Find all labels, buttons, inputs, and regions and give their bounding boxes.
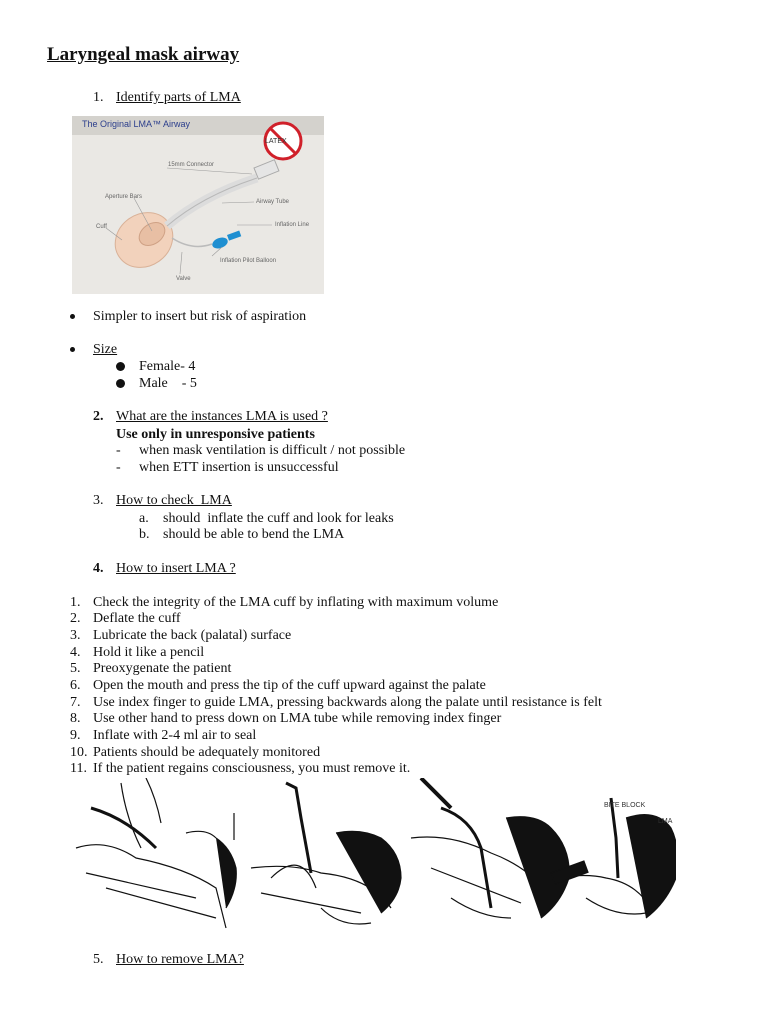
- section-5-heading: How to remove LMA?: [116, 952, 244, 967]
- section-2-number: 2.: [93, 409, 104, 424]
- step-number: 9.: [70, 728, 81, 743]
- step-number: 1.: [70, 595, 81, 610]
- dash-item-mask-ventilation: when mask ventilation is difficult / not possible: [139, 443, 406, 458]
- size-female: Female- 4: [139, 359, 196, 374]
- figure-banner-text: The Original LMA™ Airway: [82, 119, 191, 129]
- step-text: Inflate with 2-4 ml air to seal: [93, 728, 257, 743]
- section-1-heading: Identify parts of LMA: [116, 90, 241, 105]
- section-2-heading: What are the instances LMA is used ?: [116, 409, 328, 424]
- step-number: 3.: [70, 628, 81, 643]
- section-5-number: 5.: [93, 952, 104, 967]
- check-item-marker: a.: [139, 511, 149, 526]
- sub-bullet-icon: [116, 362, 125, 371]
- label-cuff: Cuff: [96, 224, 107, 230]
- check-item-text: should inflate the cuff and look for leaks: [163, 511, 394, 526]
- insertion-illustration: [66, 778, 676, 938]
- label-airway-tube: Airway Tube: [256, 199, 290, 205]
- label-connector: 15mm Connector: [168, 162, 215, 168]
- step-text: Use other hand to press down on LMA tube while removing index finger: [93, 711, 502, 726]
- panel-1: [76, 778, 236, 928]
- section-2-bold-line: Use only in unresponsive patients: [116, 427, 315, 442]
- panel-3: [411, 778, 569, 918]
- step-text: Patients should be adequately monitored: [93, 745, 321, 760]
- step-text: Use index finger to guide LMA, pressing backwards along the palate until resistance is felt: [93, 695, 602, 710]
- label-inflation-line: Inflation Line: [275, 222, 310, 228]
- step-text: If the patient regains consciousness, you must remove it.: [93, 761, 411, 776]
- lma-parts-figure: [72, 116, 324, 294]
- bullet-aspiration: Simpler to insert but risk of aspiration: [93, 309, 307, 324]
- panel-4: [551, 798, 676, 918]
- step-text: Deflate the cuff: [93, 611, 181, 626]
- step-number: 6.: [70, 678, 81, 693]
- label-pilot-balloon: Inflation Pilot Balloon: [220, 258, 277, 264]
- step-number: 10.: [70, 745, 88, 760]
- page-title: Laryngeal mask airway: [47, 44, 240, 65]
- bullet-size: Size: [93, 342, 118, 357]
- section-4-heading: How to insert LMA ?: [116, 561, 236, 576]
- step-text: Open the mouth and press the tip of the cuff upward against the palate: [93, 678, 486, 693]
- section-1-number: 1.: [93, 90, 104, 105]
- step-text: Lubricate the back (palatal) surface: [93, 628, 292, 643]
- check-item-text: should be able to bend the LMA: [163, 527, 345, 542]
- step-text: Preoxygenate the patient: [93, 661, 232, 676]
- insertion-sequence-figure: [66, 778, 676, 938]
- section-3-number: 3.: [93, 493, 104, 508]
- panel-2: [251, 783, 401, 924]
- step-number: 7.: [70, 695, 81, 710]
- label-lma: LMA: [658, 818, 673, 825]
- label-bite-block: BITE BLOCK: [604, 802, 646, 809]
- step-text: Hold it like a pencil: [93, 645, 205, 660]
- dash-marker: -: [116, 460, 121, 475]
- bullet-icon: [70, 347, 75, 352]
- label-aperture-bars: Aperture Bars: [105, 194, 143, 200]
- section-4-number: 4.: [93, 561, 104, 576]
- step-number: 11.: [70, 761, 87, 776]
- check-item-marker: b.: [139, 527, 150, 542]
- dash-marker: -: [116, 443, 121, 458]
- size-male: Male - 5: [139, 376, 197, 391]
- label-valve: Valve: [176, 276, 191, 282]
- section-3-heading: How to check LMA: [116, 493, 232, 508]
- step-text: Check the integrity of the LMA cuff by inflating with maximum volume: [93, 595, 499, 610]
- step-number: 2.: [70, 611, 81, 626]
- bullet-icon: [70, 314, 75, 319]
- step-number: 4.: [70, 645, 81, 660]
- latex-label: LATEX: [265, 138, 287, 145]
- step-number: 5.: [70, 661, 81, 676]
- dash-item-ett: when ETT insertion is unsuccessful: [139, 460, 339, 475]
- sub-bullet-icon: [116, 379, 125, 388]
- step-number: 8.: [70, 711, 81, 726]
